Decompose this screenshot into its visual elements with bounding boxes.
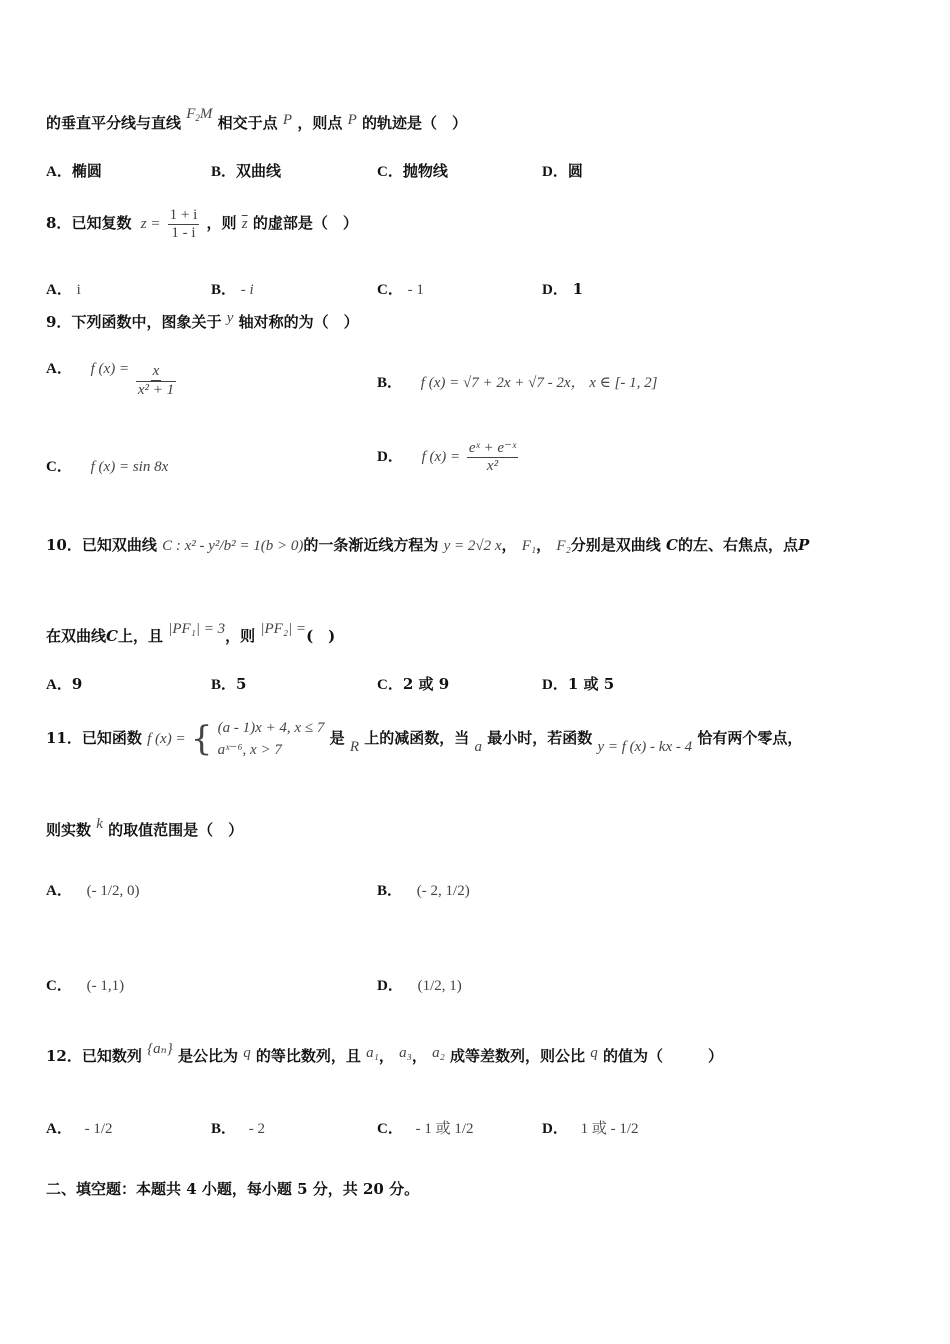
q10-number: 10．: [46, 536, 82, 554]
q10-sep1: ，: [501, 536, 517, 554]
q11-text-a: 已知函数: [81, 729, 142, 747]
q12-number: 12．: [46, 1047, 82, 1065]
q12-q1: q: [243, 1045, 251, 1061]
q7-stem-line: [46, 106, 467, 138]
q12-text-b: 是公比为: [177, 1047, 238, 1065]
q10-pf1: |PF₁| = 3: [168, 621, 226, 637]
q8-zbar: $\overline{z}$: [241, 216, 248, 232]
q9-option-a: A． f (x) = $\frac{x}{\text{x² + 1}}$: [46, 361, 175, 398]
q10-c-letter: C: [666, 536, 678, 554]
q10-pf2: |PF₂| =: [260, 621, 307, 637]
q11-stem-line2: [46, 816, 244, 841]
q7-option-c: C．抛物线: [377, 162, 448, 180]
q8-option-c: C． - 1: [377, 282, 424, 298]
q11-cases: (a - 1)x + 4, x ≤ 7 aˣ⁻⁶, x > 7: [217, 720, 325, 758]
q7-math-p1: P: [282, 112, 293, 128]
q7-text-d: 的轨迹是（ ）: [361, 114, 467, 132]
q10-line2-c: C: [106, 627, 118, 645]
q7-math-f2m: $F_2M$: [186, 106, 213, 123]
q10-stem-line1: [46, 525, 809, 566]
q10-text-d: 的左、右焦点，点: [678, 536, 799, 554]
q10-text-b: 的一条渐近线方程为: [303, 536, 439, 554]
q11-stem-line1: [46, 712, 802, 765]
q9-stem-line: [46, 312, 359, 333]
q7-text-b: 相交于点: [217, 114, 278, 132]
q9-math-y: y: [226, 310, 234, 326]
q11-fx: f (x) =: [147, 731, 186, 747]
q11-text-e: 恰有两个零点，: [697, 729, 803, 747]
q11-text-c: 上的减函数，当: [364, 729, 470, 747]
q10-option-c: C．2 或 9: [377, 675, 450, 693]
q11-line2-b: 的取值范围是（ ）: [108, 821, 244, 839]
q11-text-b: 是: [329, 729, 345, 747]
q11-a: a: [474, 739, 482, 755]
q12-option-c: C． - 1 或 1/2: [377, 1121, 474, 1137]
q12-text-e: 的值为（ ）: [603, 1047, 724, 1065]
q12-stem-line: 12．已知数列 {aₙ} 是公比为 q 的等比数列，且 a₁， a₃， a₂ 成等差数列，则公比 q 的值为（ ）: [46, 1041, 724, 1065]
q10-curve: C : x² - y²/b² = 1(b > 0): [162, 538, 304, 554]
q10-option-a: A．9: [46, 675, 83, 693]
q7-text-c: ，则点: [297, 114, 343, 132]
q7-option-d: D．圆: [542, 162, 583, 180]
q11-line2-a: 则实数: [46, 821, 92, 839]
q11-r: R: [349, 739, 359, 755]
q10-text-a: 已知双曲线: [81, 536, 157, 554]
q12-option-d: D． 1 或 - 1/2: [542, 1121, 639, 1137]
section2-title: 二、填空题：本题共 4 小题，每小题 5 分，共 20 分。: [46, 1180, 420, 1198]
q7-text-a: 的垂直平分线与直线: [46, 114, 182, 132]
q9-text-a: 下列函数中，图象关于: [71, 313, 222, 331]
q12-q2: q: [590, 1045, 598, 1061]
q7-option-b: B．双曲线: [211, 162, 282, 180]
q8-number: 8．: [46, 214, 72, 232]
q8-text-c: 的虚部是（ ）: [252, 214, 358, 232]
q11-option-c: C． (- 1,1): [46, 978, 125, 994]
q12-text-c: 的等比数列，且: [255, 1047, 361, 1065]
q11-g: y = f (x) - kx - 4: [597, 739, 693, 755]
q10-text-c: 分别是双曲线: [570, 536, 661, 554]
q9-option-d: D． f (x) = $\frac{\text{eˣ + e⁻ˣ}}{\text{x²}}$: [377, 439, 517, 474]
q11-option-b: B． (- 2, 1/2): [377, 883, 470, 899]
q10-line2-d: ，则: [225, 627, 256, 645]
q11-text-d: 最小时，若函数: [487, 729, 593, 747]
q12-a1: a₁: [366, 1045, 379, 1061]
q10-line2-e: ( ): [306, 627, 336, 645]
q11-brace: {: [190, 719, 213, 759]
q11-option-d: D． (1/2, 1): [377, 978, 462, 994]
q10-p-letter: P: [798, 536, 810, 554]
q10-f1: F₁: [521, 538, 537, 554]
q8-option-d: D． 1: [542, 280, 584, 298]
q10-f2: F₂: [556, 538, 571, 554]
q11-option-a: A． (- 1/2, 0): [46, 883, 140, 899]
q10-sep2: ，: [536, 536, 552, 554]
q11-k: k: [96, 816, 103, 832]
q9-option-c: C． f (x) = sin 8x: [46, 459, 169, 475]
q8-fraction: $\frac{1 + i}{1 - i}$: [169, 206, 198, 241]
q8-option-a: A． i: [46, 282, 81, 298]
q7-option-a: A．椭圆: [46, 162, 102, 180]
q8-text-b: ，则: [206, 214, 237, 232]
q12-a2: a₂: [432, 1045, 445, 1061]
q8-option-b: B． - i: [211, 282, 254, 298]
q12-an: {aₙ}: [147, 1041, 173, 1057]
q8-stem-line: [46, 206, 358, 242]
q8-text-a: 已知复数: [71, 214, 132, 232]
q7-math-p2: P: [347, 112, 357, 128]
q10-line2-a: 在双曲线: [46, 627, 107, 645]
q12-a3: a₃: [399, 1045, 412, 1061]
q10-asymptote: y = 2√2 x: [443, 538, 502, 554]
q10-stem-line2: [46, 621, 336, 647]
q12-text-d: 成等差数列，则公比: [450, 1047, 586, 1065]
q10-line2-b: 上，且: [117, 627, 163, 645]
q12-text-a: 已知数列: [81, 1047, 142, 1065]
q10-option-d: D．1 或 5: [542, 675, 615, 693]
q12-option-b: B． - 2: [211, 1121, 266, 1137]
q8-z-lhs: z =: [140, 216, 161, 232]
q11-number: 11．: [46, 729, 82, 747]
q9-text-b: 轴对称的为（ ）: [238, 313, 359, 331]
q9-option-b: B． f (x) = √7 + 2x + √7 - 2x， x ∈ [- 1, 2]: [377, 375, 658, 391]
q10-option-b: B．5: [211, 675, 247, 693]
q12-option-a: A． - 1/2: [46, 1121, 113, 1137]
q9-number: 9．: [46, 313, 72, 331]
